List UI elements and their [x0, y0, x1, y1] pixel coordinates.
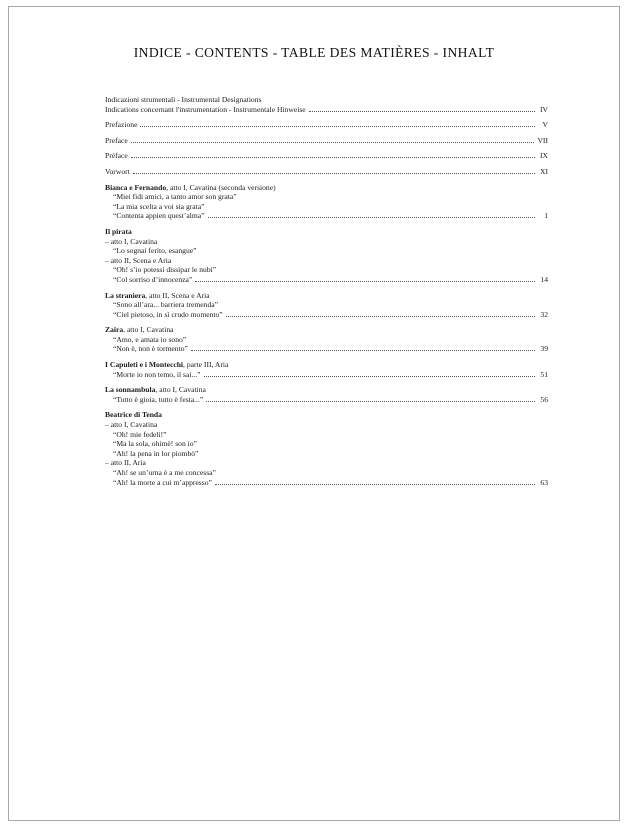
- dot-leader: [133, 173, 535, 174]
- dot-leader: [215, 484, 535, 485]
- opera-title: Il pirata: [105, 226, 132, 236]
- table-of-contents: [105, 95, 548, 487]
- entry-heading: [105, 183, 548, 193]
- toc-line: [105, 468, 548, 478]
- entry-description: , atto I, Cavatina: [123, 325, 174, 335]
- toc-entry: [105, 410, 548, 487]
- toc-line: [105, 202, 548, 212]
- toc-line: [105, 120, 548, 130]
- toc-line-text: “Amo, e amata io sono”: [113, 334, 187, 344]
- page-number: 1: [544, 211, 548, 221]
- toc-line: [105, 344, 548, 354]
- opera-title: I Capuleti e i Montecchi: [105, 360, 184, 370]
- opera-title: Bianca e Fernando: [105, 182, 167, 192]
- toc-line-text: “Oh! s’io potessi dissipar le nubi”: [113, 265, 217, 275]
- dot-leader: [131, 142, 535, 143]
- page-number: 32: [540, 309, 548, 319]
- entry-description: , atto I, Cavatina (seconda versione): [166, 182, 276, 192]
- page-number: V: [542, 120, 548, 130]
- opera-title: La straniera: [105, 290, 146, 300]
- toc-line: [105, 105, 548, 115]
- entry-heading: [105, 291, 548, 301]
- toc-line-text: – atto I, Cavatina: [105, 420, 158, 430]
- dot-leader: [131, 157, 535, 158]
- toc-line: [105, 449, 548, 459]
- toc-line-text: “Oh! mie fedeli!”: [113, 429, 167, 439]
- toc-line: [105, 335, 548, 345]
- document-page: [8, 6, 620, 821]
- page-number: 14: [540, 274, 548, 284]
- toc-line-text: Indicazioni strumentali - Instrumental Designations: [105, 95, 262, 104]
- entry-heading: [105, 410, 548, 420]
- dot-leader: [208, 217, 535, 218]
- toc-line-text: “Ah! se un’urna è a me concessa”: [113, 468, 216, 477]
- dot-leader: [309, 111, 535, 112]
- page-number: IV: [539, 104, 548, 114]
- toc-line: [105, 95, 548, 105]
- entry-heading: [105, 360, 548, 370]
- toc-line-text: – atto I, Cavatina: [105, 236, 158, 246]
- toc-line: [105, 275, 548, 285]
- opera-title: Zaira: [105, 325, 124, 335]
- opera-title: Beatrice di Tenda: [105, 410, 162, 420]
- toc-line-text: “Miei fidi amici, a tanto amor son grata”: [113, 192, 237, 202]
- toc-entry: [105, 325, 548, 354]
- dot-leader: [226, 316, 535, 317]
- toc-line-text: – atto II, Aria: [105, 458, 146, 468]
- toc-line: [105, 246, 548, 256]
- toc-line-text: “Ah! la pena in lor piombò”: [113, 448, 199, 458]
- dot-leader: [204, 376, 535, 377]
- toc-line: [105, 395, 548, 405]
- toc-line: [105, 211, 548, 221]
- page-number: VII: [537, 135, 548, 145]
- toc-line: [105, 430, 548, 440]
- toc-line: [105, 439, 548, 449]
- toc-line: [105, 151, 548, 161]
- toc-entry: [105, 183, 548, 221]
- toc-line-text: Prefazione: [105, 120, 138, 130]
- page-number: 39: [540, 344, 548, 354]
- dot-leader: [206, 401, 535, 402]
- toc-line-text: “Non è, non è tormento”: [113, 344, 188, 354]
- entry-description: , parte III, Aria: [183, 360, 229, 370]
- toc-line: [105, 458, 548, 468]
- toc-line-text: “Sono all’ara... barriera tremenda”: [113, 300, 218, 310]
- toc-entry: [105, 385, 548, 404]
- toc-entry: [105, 291, 548, 320]
- page-number: 63: [540, 477, 548, 487]
- page-number: XI: [539, 166, 548, 176]
- toc-entry: [105, 360, 548, 379]
- front-matter-entry: [105, 136, 548, 146]
- toc-entry: [105, 227, 548, 285]
- entry-heading: [105, 385, 548, 395]
- toc-line-text: “Ma la sola, ohimè! son io”: [113, 439, 197, 449]
- front-matter-entry: [105, 167, 548, 177]
- toc-line-text: “Morte io non temo, il sai...”: [113, 369, 201, 379]
- toc-line: [105, 167, 548, 177]
- toc-line-text: “Contenta appien quest’alma”: [113, 211, 205, 221]
- toc-line-text: “Tutto è gioia, tutto è festa...”: [113, 394, 204, 404]
- toc-line-text: Préface: [105, 151, 128, 161]
- toc-line-text: “Ciel pietoso, in sì crudo momento”: [113, 309, 223, 319]
- toc-line-text: – atto II, Scena e Aria: [105, 255, 172, 265]
- toc-line: [105, 420, 548, 430]
- page-title: INDICE - CONTENTS - TABLE DES MATIÈRES - INHALT: [133, 45, 495, 60]
- dot-leader: [140, 126, 535, 127]
- toc-line: [105, 192, 548, 202]
- entry-description: , atto I, Cavatina: [155, 385, 206, 395]
- entry-heading: [105, 227, 548, 237]
- toc-line: [105, 310, 548, 320]
- toc-line: [105, 265, 548, 275]
- toc-line-text: “Lo sognai ferito, esangue”: [113, 246, 197, 256]
- dot-leader: [195, 281, 535, 282]
- page-number: IX: [539, 151, 548, 161]
- toc-line-text: Indications concernant l'instrumentation - Instrumentale Hinweise: [105, 104, 306, 114]
- toc-line: [105, 370, 548, 380]
- entry-heading: [105, 325, 548, 335]
- page-number: 56: [540, 394, 548, 404]
- toc-line-text: “La mia scelta a voi sia grata”: [113, 201, 205, 211]
- toc-line: [105, 478, 548, 488]
- toc-line-text: Vorwort: [105, 166, 130, 176]
- toc-line: [105, 237, 548, 247]
- front-matter-entry: [105, 151, 548, 161]
- toc-line: [105, 300, 548, 310]
- dot-leader: [191, 350, 535, 351]
- opera-title: La sonnambula: [105, 385, 156, 395]
- toc-line-text: “Col sorriso d’innocenza”: [113, 274, 193, 284]
- toc-line: [105, 256, 548, 266]
- front-matter-entry: [105, 120, 548, 130]
- page-number: 51: [540, 369, 548, 379]
- toc-line: [105, 136, 548, 146]
- toc-line-text: “Ah! la morte a cui m’appresso”: [113, 477, 212, 487]
- entry-description: , atto II, Scena e Aria: [145, 290, 210, 300]
- front-matter-entry: [105, 95, 548, 114]
- toc-line-text: Preface: [105, 135, 128, 145]
